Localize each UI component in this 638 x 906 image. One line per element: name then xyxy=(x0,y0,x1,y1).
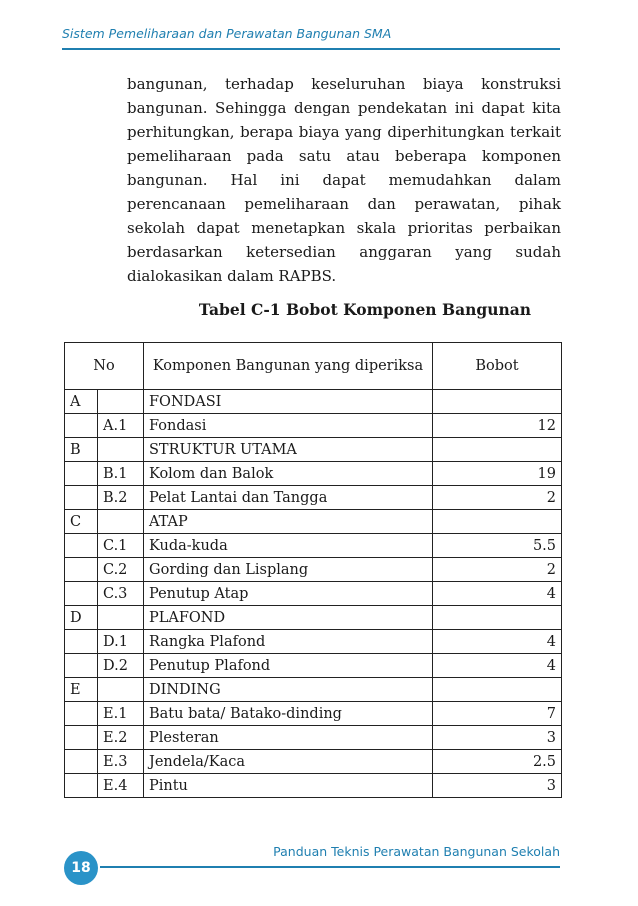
running-footer-title: Panduan Teknis Perawatan Bangunan Sekolah xyxy=(273,844,560,859)
row-letter: E xyxy=(65,678,98,702)
row-component-name: Jendela/Kaca xyxy=(144,750,433,774)
row-code xyxy=(98,438,144,462)
row-code: E.3 xyxy=(98,750,144,774)
row-component-name: Rangka Plafond xyxy=(144,630,433,654)
row-weight xyxy=(433,606,562,630)
table-row-item xyxy=(65,654,562,678)
row-component-name: Gording dan Lisplang xyxy=(144,558,433,582)
row-letter xyxy=(65,774,98,798)
row-weight: 3 xyxy=(433,726,562,750)
row-component-name: STRUKTUR UTAMA xyxy=(144,438,433,462)
row-component-name: ATAP xyxy=(144,510,433,534)
row-weight: 4 xyxy=(433,630,562,654)
row-code: D.1 xyxy=(98,630,144,654)
table-row-item xyxy=(65,582,562,606)
table-row-item xyxy=(65,462,562,486)
table-row-group xyxy=(65,678,562,702)
row-component-name: Pintu xyxy=(144,774,433,798)
table-row-item xyxy=(65,726,562,750)
row-weight: 19 xyxy=(433,462,562,486)
table-row-item xyxy=(65,534,562,558)
header-no: No xyxy=(65,343,144,390)
table-row-group xyxy=(65,390,562,414)
row-letter xyxy=(65,582,98,606)
row-letter: C xyxy=(65,510,98,534)
row-weight: 7 xyxy=(433,702,562,726)
table-row-group xyxy=(65,510,562,534)
row-letter xyxy=(65,630,98,654)
row-letter xyxy=(65,750,98,774)
row-weight: 2 xyxy=(433,558,562,582)
row-weight xyxy=(433,510,562,534)
row-code xyxy=(98,678,144,702)
row-weight: 2 xyxy=(433,486,562,510)
row-code: A.1 xyxy=(98,414,144,438)
row-code: B.2 xyxy=(98,486,144,510)
body-paragraph: bangunan, terhadap keseluruhan biaya konstruksi bangunan. Sehingga dengan pendekatan ini dapat kita perhitungkan, berapa biaya yang diperhitungkan terkait pemeliharaan pada satu atau beberapa komponen bangunan. Hal ini dapat memudahkan dalam perencanaan pemeliharaan dan perawatan, pihak sekolah dapat menetapkan skala prioritas perbaikan berdasarkan ketersedian anggaran yang sudah dialokasikan dalam RAPBS. xyxy=(127,75,561,285)
row-code: E.2 xyxy=(98,726,144,750)
row-code: B.1 xyxy=(98,462,144,486)
row-code xyxy=(98,606,144,630)
table-row-group xyxy=(65,606,562,630)
row-component-name: Kuda-kuda xyxy=(144,534,433,558)
table-row-group xyxy=(65,438,562,462)
row-component-name: Penutup Atap xyxy=(144,582,433,606)
row-code: C.1 xyxy=(98,534,144,558)
row-letter xyxy=(65,414,98,438)
row-component-name: DINDING xyxy=(144,678,433,702)
row-component-name: Kolom dan Balok xyxy=(144,462,433,486)
row-weight xyxy=(433,390,562,414)
table-row-item xyxy=(65,486,562,510)
row-code: C.3 xyxy=(98,582,144,606)
row-weight: 12 xyxy=(433,414,562,438)
page-number-badge: 18 xyxy=(64,851,98,885)
row-component-name: Pelat Lantai dan Tangga xyxy=(144,486,433,510)
table-row-item xyxy=(65,558,562,582)
component-weight-table xyxy=(64,342,562,798)
row-weight xyxy=(433,678,562,702)
row-component-name: Penutup Plafond xyxy=(144,654,433,678)
header-divider xyxy=(62,48,560,50)
header-component: Komponen Bangunan yang diperiksa xyxy=(144,343,433,390)
row-letter xyxy=(65,558,98,582)
row-component-name: Fondasi xyxy=(144,414,433,438)
row-letter xyxy=(65,726,98,750)
row-code: D.2 xyxy=(98,654,144,678)
header-weight: Bobot xyxy=(433,343,562,390)
running-header-title: Sistem Pemeliharaan dan Perawatan Bangunan SMA xyxy=(62,26,392,41)
row-component-name: FONDASI xyxy=(144,390,433,414)
row-letter xyxy=(65,702,98,726)
row-weight xyxy=(433,438,562,462)
row-letter xyxy=(65,486,98,510)
row-code xyxy=(98,390,144,414)
row-letter: B xyxy=(65,438,98,462)
table-row-item xyxy=(65,702,562,726)
row-code: E.1 xyxy=(98,702,144,726)
row-letter xyxy=(65,654,98,678)
row-code xyxy=(98,510,144,534)
row-component-name: Plesteran xyxy=(144,726,433,750)
row-weight: 4 xyxy=(433,582,562,606)
row-weight: 2.5 xyxy=(433,750,562,774)
row-letter: D xyxy=(65,606,98,630)
row-letter xyxy=(65,462,98,486)
row-weight: 4 xyxy=(433,654,562,678)
table-row-item xyxy=(65,630,562,654)
table-caption: Tabel C-1 Bobot Komponen Bangunan xyxy=(198,300,532,319)
table-row-item xyxy=(65,414,562,438)
row-component-name: PLAFOND xyxy=(144,606,433,630)
footer-divider xyxy=(100,866,560,868)
row-code: E.4 xyxy=(98,774,144,798)
table-row-item xyxy=(65,750,562,774)
table-header-row xyxy=(65,343,562,390)
row-letter xyxy=(65,534,98,558)
row-code: C.2 xyxy=(98,558,144,582)
table-body xyxy=(65,390,562,798)
row-component-name: Batu bata/ Batako-dinding xyxy=(144,702,433,726)
table-row-item xyxy=(65,774,562,798)
row-letter: A xyxy=(65,390,98,414)
row-weight: 5.5 xyxy=(433,534,562,558)
row-weight: 3 xyxy=(433,774,562,798)
